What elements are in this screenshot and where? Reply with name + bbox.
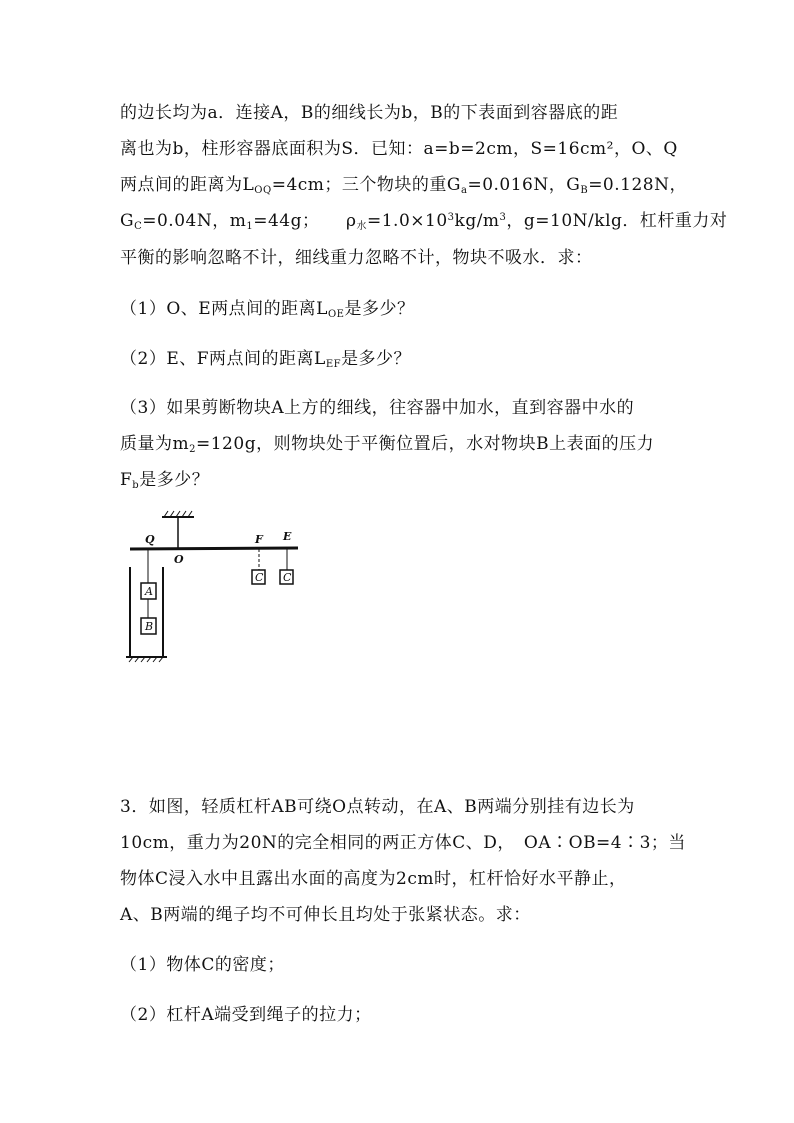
problem2-question3-line3: $F_b$是多少？ — [120, 470, 210, 491]
container — [126, 567, 167, 662]
problem2-question2: （2）E、F两点间的距离$L_{EF}$是多少？ — [120, 349, 412, 370]
block-b-label: B — [145, 620, 154, 633]
block-c-at-f-label: C — [255, 571, 264, 584]
lever-figure — [120, 505, 320, 670]
problem2-line5: 平衡的影响忽略不计，细线重力忽略不计，物块不吸水．求： — [120, 248, 593, 268]
ceiling-support — [162, 511, 194, 548]
problem3-question1: （1）物体C的密度； — [120, 955, 285, 975]
problem3-question2: （2）杠杆A端受到绳子的拉力； — [120, 1005, 372, 1025]
problem3-line3: 物体C浸入水中且露出水面的高度为2cm时，杠杆恰好水平静止， — [120, 869, 627, 889]
problem3-line4: A、B两端的绳子均不可伸长且均处于张紧状态。求： — [120, 905, 531, 925]
label-e: E — [283, 530, 292, 543]
problem3-line2: 10cm，重力为20N的完全相同的两正方体C、D， OA∶OB=4∶3；当 — [120, 833, 686, 853]
problem2-line1: 的边长均为a．连接A，B的细线长为b，B的下表面到容器底的距 — [120, 103, 619, 123]
problem2-question1: （1）O、E两点间的距离$L_{OE}$是多少？ — [120, 299, 415, 320]
problem2-line3: 两点间的距离为$L_{OQ}=4cm$；三个物块的重$G_a=0.016N$，$G_B=0.128N$， — [120, 175, 687, 196]
lever-bar — [130, 548, 298, 549]
label-o: O — [174, 553, 184, 566]
problem3-line1: 3．如图，轻质杠杆AB可绕O点转动，在A、B两端分别挂有边长为 — [120, 797, 635, 817]
problem2-line2: 离也为b，柱形容器底面积为S．已知：a=b=2cm，S=16cm²，O、Q — [120, 139, 678, 159]
block-c-at-e-label: C — [283, 571, 292, 584]
label-f: F — [255, 533, 263, 546]
problem2-question3-line1: （3）如果剪断物块A上方的细线，往容器中加水，直到容器中水的 — [120, 398, 635, 418]
block-a-label: A — [145, 585, 153, 598]
label-q: Q — [145, 533, 155, 546]
problem2-line4: $G_C=0.04N$，$m_1=44g$； $\rho_水=1.0\times 10^3kg/m^3$，g=10N/klg．杠杆重力对 — [120, 211, 728, 232]
problem2-question3-line2: 质量为$m_2=120g$，则物块处于平衡位置后，水对物块B上表面的压力 — [120, 434, 655, 455]
